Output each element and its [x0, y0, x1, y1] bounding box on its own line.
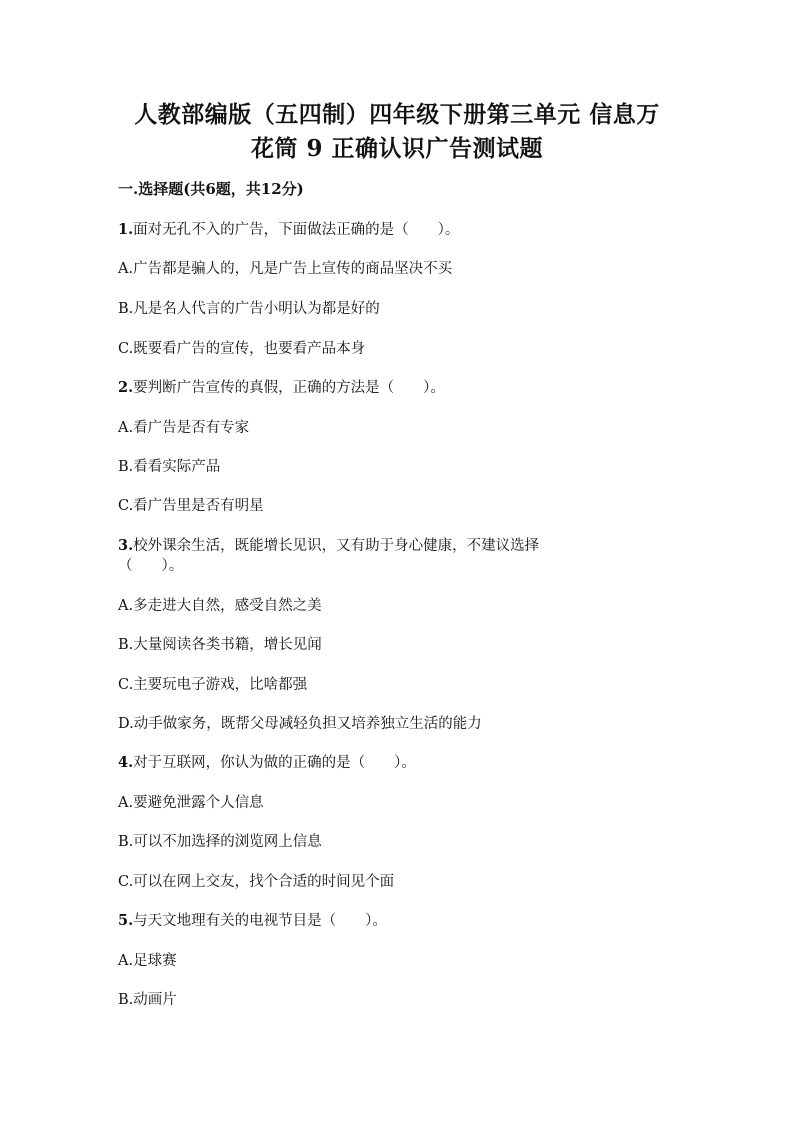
question-1-option-c: C.既要看广告的宣传，也要看产品本身 [118, 341, 366, 357]
question-2-option-c: C.看广告里是否有明星 [118, 498, 264, 514]
document-title-line-1: 人教部编版（五四制）四年级下册第三单元 信息万 [134, 101, 660, 128]
question-number: 5. [118, 912, 134, 929]
question-3-option-b: B.大量阅读各类书籍，增长见闻 [118, 637, 322, 653]
question-number: 2. [118, 379, 134, 396]
question-3-option-a: A.多走进大自然，感受自然之美 [118, 598, 322, 614]
question-number: 4. [118, 754, 134, 771]
question-3-option-d: D.动手做家务，既帮父母减轻负担又培养独立生活的能力 [118, 716, 482, 732]
question-5-option-b: B.动画片 [118, 992, 177, 1008]
question-1-option-b: B.凡是名人代言的广告小明认为都是好的 [118, 301, 380, 317]
question-5-stem [118, 909, 387, 930]
question-number: 1. [118, 221, 134, 238]
question-2-stem [118, 376, 445, 397]
question-4-option-c: C.可以在网上交友，找个合适的时间见个面 [118, 874, 395, 890]
question-1-option-a: A.广告都是骗人的，凡是广告上宣传的商品坚决不买 [118, 261, 453, 277]
question-text: 校外课余生活，既能增长见识，又有助于身心健康，不建议选择 [133, 538, 540, 554]
question-3-stem [118, 534, 539, 555]
question-text: 与天文地理有关的电视节目是（ ）。 [133, 913, 387, 929]
question-text: 要判断广告宣传的真假，正确的方法是（ ）。 [133, 380, 445, 396]
section-heading: 一.选择题(共6题，共12分) [118, 180, 304, 198]
question-text: 对于互联网，你认为做的正确的是（ ）。 [133, 755, 416, 771]
question-4-stem [118, 751, 416, 772]
question-4-option-b: B.可以不加选择的浏览网上信息 [118, 834, 322, 850]
question-2-option-b: B.看看实际产品 [118, 459, 221, 475]
question-4-option-a: A.要避免泄露个人信息 [118, 795, 264, 811]
question-1-stem [118, 218, 459, 239]
question-2-option-a: A.看广告是否有专家 [118, 420, 250, 436]
question-5-option-a: A.足球赛 [118, 953, 177, 969]
question-text: 面对无孔不入的广告，下面做法正确的是（ ）。 [133, 222, 460, 238]
question-3-stem-continuation: （ ）。 [118, 558, 184, 574]
question-3-option-c: C.主要玩电子游戏，比啥都强 [118, 677, 308, 693]
document-title-line-2: 花筒 9 正确认识广告测试题 [250, 135, 544, 162]
question-number: 3. [118, 537, 134, 554]
